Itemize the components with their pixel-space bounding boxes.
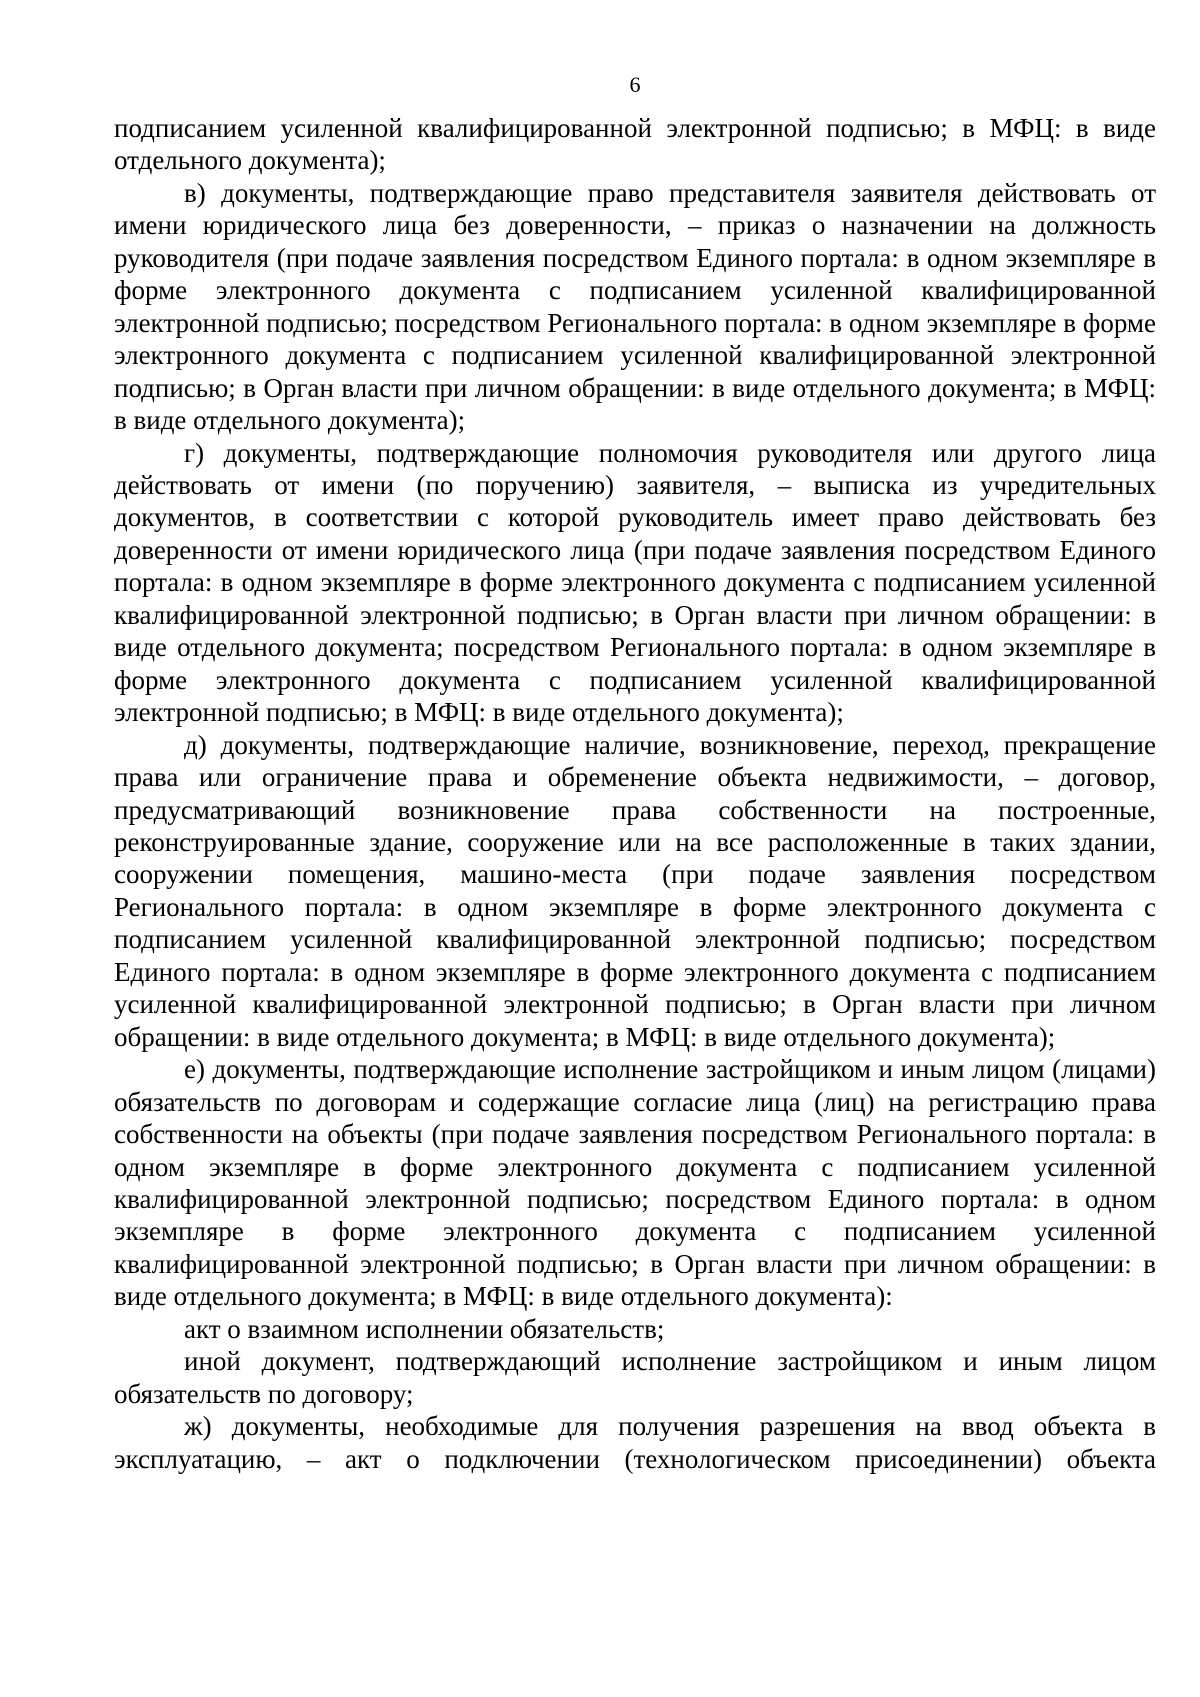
paragraph-item-d: д) документы, подтверждающие наличие, возникновение, переход, прекращение права или ограничение права и обременение объекта недвижимости, – договор, предусматривающий возникновение права собственности на построенные, реконструированные здание, сооружение или на все расположенные в таких здании, сооружении помещения, машино-места (при подаче заявления посредством Регионального портала: в одном экземпляре в форме электронного документа с подписанием усиленной квалифицированной электронной подписью; посредством Единого портала: в одном экземпляре в форме электронного документа с подписанием усиленной квалифицированной электронной подписью; в Орган власти при личном обращении: в виде отдельного документа; в МФЦ: в виде отдельного документа); bbox=[114, 729, 1156, 1052]
paragraph-continuation: подписанием усиленной квалифицированной электронной подписью; в МФЦ: в виде отдельного документа); bbox=[114, 113, 1156, 176]
paragraph-item-g: г) документы, подтверждающие полномочия руководителя или другого лица действовать от имени (по поручению) заявителя, – выписка из учредительных документов, в соответствии с которой руководитель имеет право действовать без доверенности от имени юридического лица (при подаче заявления посредством Единого портала: в одном экземпляре в форме электронного документа с подписанием усиленной квалифицированной электронной подписью; в Орган власти при личном обращении: в виде отдельного документа; посредством Регионального портала: в одном экземпляре в форме электронного документа с подписанием усиленной квалифицированной электронной подписью; в МФЦ: в виде отдельного документа); bbox=[114, 437, 1156, 728]
paragraph-item-zh: ж) документы, необходимые для получения разрешения на ввод объекта в эксплуатацию, – акт о подключении (технологическом присоединении) объекта bbox=[114, 1411, 1156, 1474]
paragraph-other-document: иной документ, подтверждающий исполнение застройщиком и иным лицом обязательств по договору; bbox=[114, 1346, 1156, 1409]
page-number: 6 bbox=[629, 72, 641, 97]
paragraph-item-v: в) документы, подтверждающие право представителя заявителя действовать от имени юридического лица без доверенности, – приказ о назначении на должность руководителя (при подаче заявления посредством Единого портала: в одном экземпляре в форме электронного документа с подписанием усиленной квалифицированной электронной подписью; посредством Регионального портала: в одном экземпляре в форме электронного документа с подписанием усиленной квалифицированной электронной подписью; в Орган власти при личном обращении: в виде отдельного документа; в МФЦ: в виде отдельного документа); bbox=[114, 177, 1156, 436]
document-body bbox=[114, 112, 1156, 1475]
paragraph-act-mutual: акт о взаимном исполнении обязательств; bbox=[184, 1313, 665, 1344]
paragraph-item-e: е) документы, подтверждающие исполнение застройщиком и иным лицом (лицами) обязательств по договорам и содержащие согласие лица (лиц) на регистрацию права собственности на объекты (при подаче заявления посредством Регионального портала: в одном экземпляре в форме электронного документа с подписанием усиленной квалифицированной электронной подписью; посредством Единого портала: в одном экземпляре в форме электронного документа с подписанием усиленной квалифицированной электронной подписью; в Орган власти при личном обращении: в виде отдельного документа; в МФЦ: в виде отдельного документа): bbox=[114, 1054, 1156, 1312]
